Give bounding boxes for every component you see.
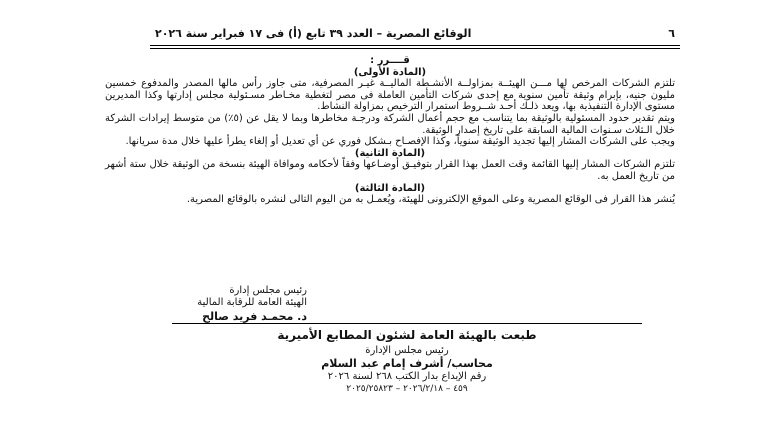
running-title: الوقائع المصرية – العدد ٣٩ تابع (أ) فى ١٧ فبراير سنة ٢٠٢٦ xyxy=(155,27,472,40)
running-header xyxy=(155,27,675,41)
article3-paragraph: يُنشر هذا القرار فى الوقائع المصرية وعلى الموقع الإلكترونى للهيئة، ويُعمـل به من اليوم التالى لنشره بالوقائع المصرية. xyxy=(186,194,675,206)
article1-heading: (المادة الأولى) xyxy=(353,66,427,78)
article1-paragraph-3: ويجب على الشركات المشار إليها تجديد الوثيقة سنوياً، وكذا الإفصـاح بـشكل فوري عن أي تعديل أو إلغاء يطرأ عليها خلال مدة سريانها. xyxy=(125,136,675,148)
signature-title-line2: الهيئة العامة للرقابة المالية xyxy=(197,297,307,308)
header-rule xyxy=(150,45,680,46)
deposit-number: رقم الإيداع بدار الكتب ٢٦٨ لسنة ٢٠٢٦ xyxy=(327,371,487,382)
signatory-name: د. محمـد فريد صالح xyxy=(202,310,307,323)
decision-body xyxy=(105,55,675,206)
decision-title: قــــرر : xyxy=(370,55,410,66)
serial-number: ٤٥٩ – ٢٠٢٦/٢/١٨ – ٢٠٢٥/٢٥٨٢٣ xyxy=(346,384,468,394)
footer-divider xyxy=(172,323,642,324)
article2-heading: (المادة الثانية) xyxy=(354,147,426,159)
publisher-footer xyxy=(172,326,642,396)
page-number: ٦ xyxy=(668,27,675,40)
article1-paragraph-1: تلتزم الشركات المرخص لها مـــن الهيئــة بمزاولــة الأنشـطة الماليــة غيـر المصرفية، متى جاوز رأس مالها المصدر والمدفوع خمسين مليون جنيه، بإبرام وثيقة تأمين سنوية مع إحدى شركات التأمين العاملة فى مصر لتغطية مخـاطر مسـئولية مجلس إدارتها وكذا المديرين مستوى الإدارة التنفيذية بها، ويعد ذلـك أحـد شــروط استمرار الترخيص بمزاولة النشاط. xyxy=(105,78,675,113)
article3-heading: (المادة الثالثة) xyxy=(354,182,426,194)
article2-paragraph: تلتزم الشركات المشار إليها القائمة وقت العمل بهذا القرار بتوفيـق أوضـاعها وفقاً لأحكامه وموافاة الهيئة بنسخة من الوثيقة خلال ستة أشهر من تاريخ العمل به. xyxy=(105,159,675,182)
board-chair-label: رئيس مجلس الإدارة xyxy=(365,345,449,356)
signature-block xyxy=(127,285,307,323)
director-name: محاسب/ أشرف إمام عبد السلام xyxy=(321,357,493,370)
printed-by: طبعت بالهيئة العامة لشئون المطابع الأميرية xyxy=(277,328,537,342)
article1-paragraph-2: ويتم تقدير حدود المسئولية بالوثيقة بما يتناسب مع حجم أعمال الشركة ودرجـة مخاطرها وبما لا يقل عن (٥٪) من متوسط إيرادات الشركة خلال الـثلاث سـنوات المالية السابقة على تاريخ إصدار الوثيقة. xyxy=(105,112,675,136)
signature-title-line1: رئيس مجلس إدارة xyxy=(229,285,307,296)
header-rule-second xyxy=(150,48,680,49)
